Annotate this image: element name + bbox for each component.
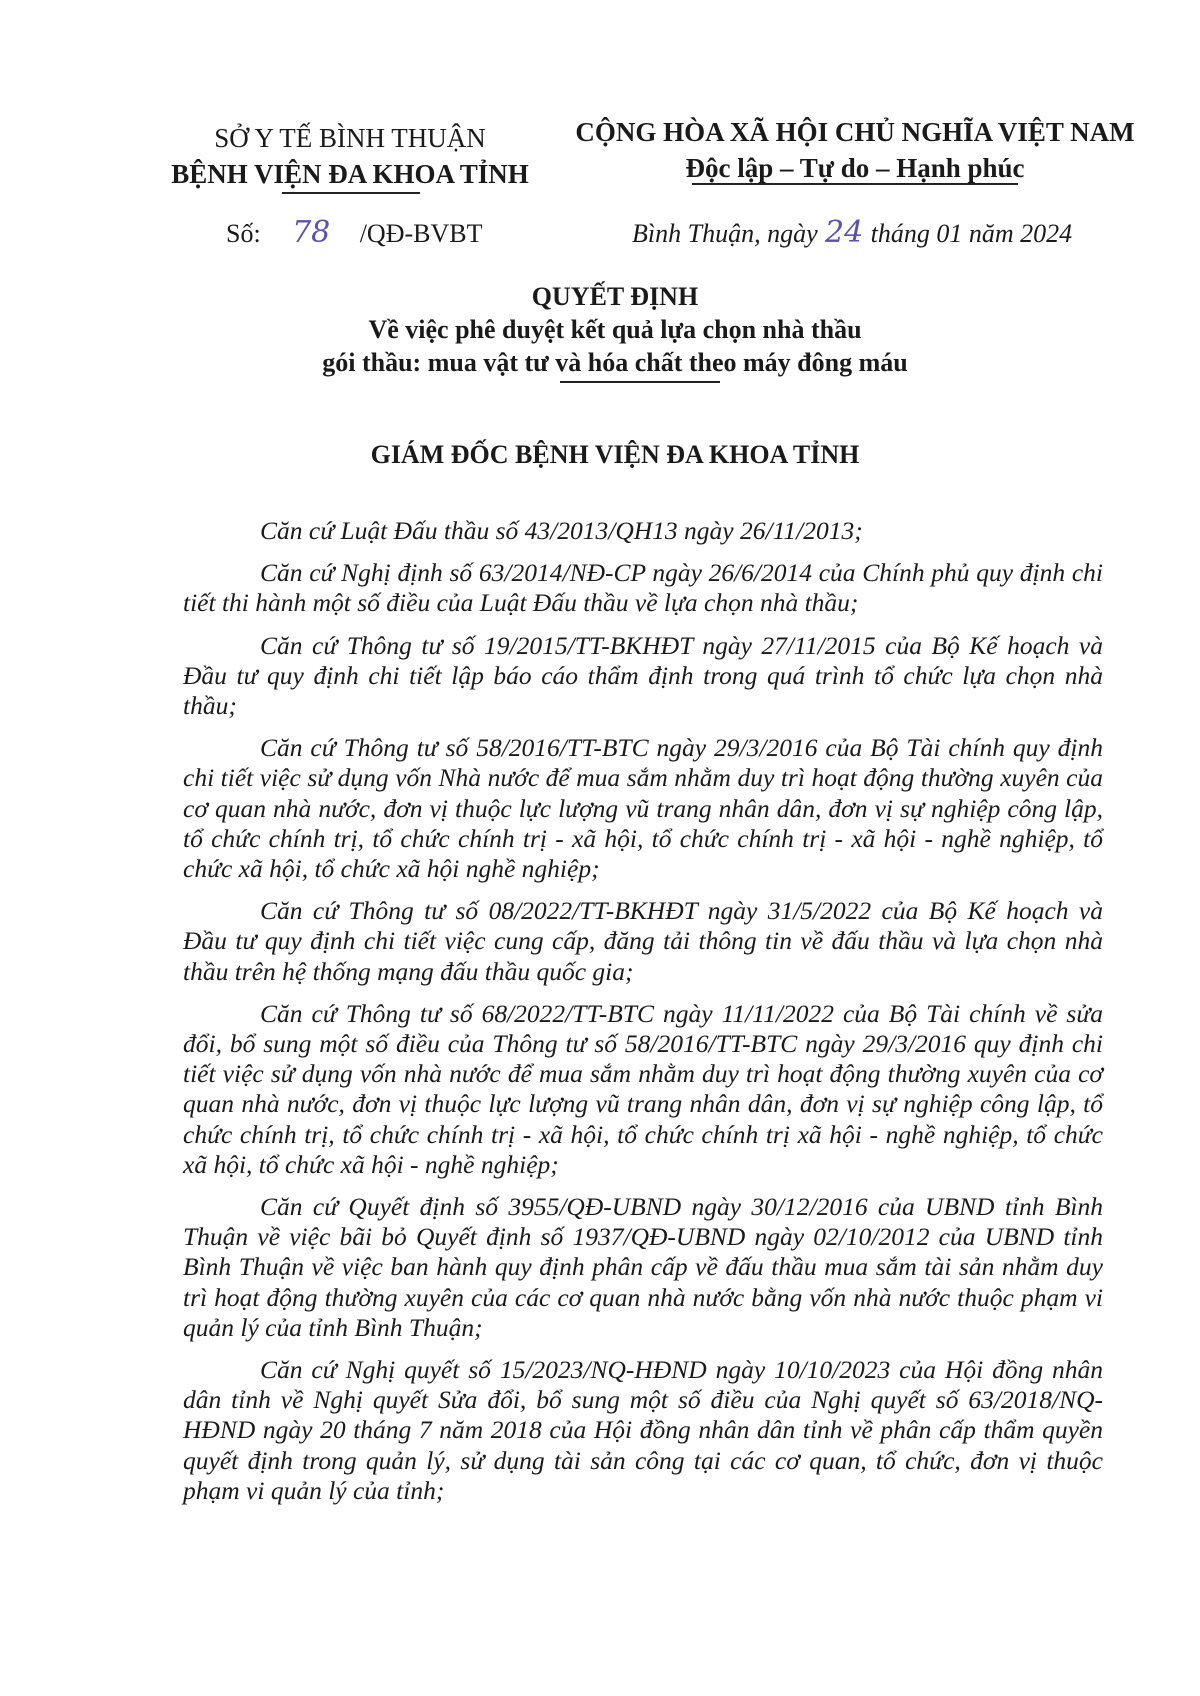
title-subject-line2: gói thầu: mua vật tư và hóa chất theo máy đông máu [322, 348, 908, 377]
legal-basis-item: Căn cứ Nghị định số 63/2014/NĐ-CP ngày 26/6/2014 của Chính phủ quy định chi tiết thi hành một số điều của Luật Đấu thầu về lựa chọn nhà thầu; [183, 558, 1103, 618]
legal-basis-item: Căn cứ Nghị quyết số 15/2023/NQ-HĐND ngày 10/10/2023 của Hội đồng nhân dân tỉnh về Nghị quyết Sửa đổi, bổ sung một số điều của Nghị quyết số 63/2018/NQ-HĐND ngày 20 tháng 7 năm 2018 của Hội đồng nhân dân tỉnh về phân cấp thẩm quyền quyết định trong quản lý, sử dụng tài sản công tại các cơ quan, tổ chức, đơn vị thuộc phạm vi quản lý của tỉnh; [183, 1355, 1103, 1505]
legal-basis-item: Căn cứ Luật Đấu thầu số 43/2013/QH13 ngày 26/11/2013; [260, 516, 863, 545]
health-department-name: SỞ Y TẾ BÌNH THUẬN [214, 123, 486, 153]
legal-basis-item: Căn cứ Thông tư số 68/2022/TT-BTC ngày 11/11/2022 của Bộ Tài chính về sửa đổi, bổ sung một số điều của Thông tư số 58/2016/TT-BTC ngày 29/3/2016 quy định chi tiết việc sử dụng vốn nhà nước để mua sắm nhằm duy trì hoạt động thường xuyên của cơ quan nhà nước, đơn vị thuộc lực lượng vũ trang nhân dân, đơn vị sự nghiệp công lập, tổ chức chính trị, tổ chức chính trị - xã hội, tổ chức chính trị xã hội - nghề nghiệp, tổ chức xã hội, tổ chức xã hội - nghề nghiệp; [183, 998, 1103, 1179]
number-prefix: Số: [226, 219, 261, 248]
title-main: QUYẾT ĐỊNH [531, 282, 699, 311]
left-header [150, 120, 550, 192]
legal-basis-item: Căn cứ Thông tư số 19/2015/TT-BKHĐT ngày 27/11/2015 của Bộ Kế hoạch và Đầu tư quy định chi tiết lập báo cáo thẩm định trong quá trình tổ chức lựa chọn nhà thầu; [183, 630, 1103, 721]
legal-basis-item: Căn cứ Thông tư số 08/2022/TT-BKHĐT ngày 31/5/2022 của Bộ Kế hoạch và Đầu tư quy định chi tiết việc cung cấp, đăng tải thông tin về đấu thầu và lựa chọn nhà thầu trên hệ thống mạng đấu thầu quốc gia; [183, 896, 1103, 986]
left-header-underline [282, 192, 420, 194]
legal-basis-item: Căn cứ Thông tư số 58/2016/TT-BTC ngày 29/3/2016 của Bộ Tài chính quy định chi tiết việc sử dụng vốn Nhà nước để mua sắm nhằm duy trì hoạt động thường xuyên của cơ quan nhà nước, đơn vị thuộc lực lượng vũ trang nhân dân, đơn vị sự nghiệp công lập, tổ chức chính trị, tổ chức chính trị - xã hội, tổ chức chính trị - xã hội - nghề nghiệp, tổ chức xã hội, tổ chức xã hội nghề nghiệp; [183, 733, 1103, 884]
document-number [226, 216, 482, 251]
issue-date [632, 216, 1072, 251]
handwritten-number: 78 [292, 215, 331, 250]
hospital-name: BỆNH VIỆN ĐA KHOA TỈNH [171, 159, 529, 189]
title-subject-line1: Về việc phê duyệt kết quả lựa chọn nhà thầu [368, 315, 862, 344]
legal-basis-item: Căn cứ Quyết định số 3955/QĐ-UBND ngày 30/12/2016 của UBND tỉnh Bình Thuận về việc bãi bỏ Quyết định số 1937/QĐ-UBND ngày 02/10/2012 của UBND tỉnh Bình Thuận về việc ban hành quy định phân cấp về đấu thầu mua sắm tài sản nhằm duy trì hoạt động thường xuyên của các cơ quan nhà nước bằng vốn nhà nước thuộc phạm vi quản lý của tỉnh Bình Thuận; [183, 1192, 1103, 1342]
right-header [575, 114, 1135, 186]
date-suffix: tháng 01 năm 2024 [870, 219, 1073, 248]
legal-bases [183, 516, 1103, 1518]
national-title: CỘNG HÒA XÃ HỘI CHỦ NGHĨA VIỆT NAM [575, 117, 1135, 147]
number-suffix: /QĐ-BVBT [359, 219, 483, 248]
date-prefix: Bình Thuận, ngày [632, 219, 818, 248]
document-title [150, 280, 1080, 379]
right-header-underline [692, 183, 1018, 185]
title-underline [560, 381, 720, 383]
handwritten-day: 24 [825, 215, 864, 250]
issuing-authority: GIÁM ĐỐC BỆNH VIỆN ĐA KHOA TỈNH [370, 440, 860, 469]
national-motto: Độc lập – Tự do – Hạnh phúc [685, 153, 1025, 183]
